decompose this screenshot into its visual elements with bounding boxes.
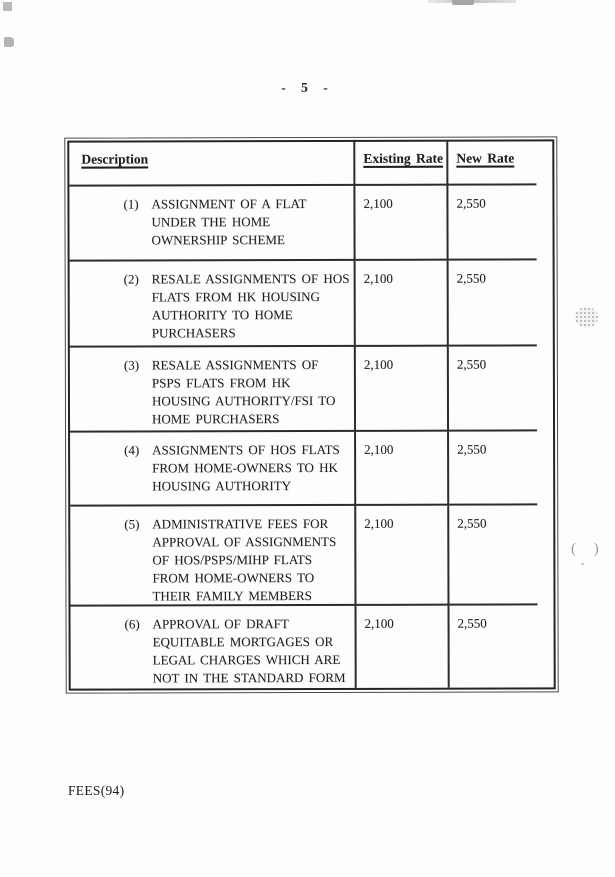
row-number: (2) (123, 271, 139, 287)
new-rate-value: 2,550 (449, 505, 537, 605)
table-row-description (70, 506, 356, 607)
row-description-text: ASSIGNMENTS OF HOS FLATS FROM HOME-OWNERS TO HK HOUSING AUTHORITY (152, 441, 340, 494)
new-rate-value: 2,550 (449, 260, 537, 346)
column-header-new-rate-label: New Rate (456, 150, 515, 166)
table-row-description (71, 606, 357, 689)
fees-table-grid (67, 139, 555, 690)
table-row-description (69, 186, 355, 262)
row-description-text: ADMINISTRATIVE FEES FOR APPROVAL OF ASSIGNMENTS OF HOS/PSPS/MIHP FLATS FROM HOME-OWNERS TO THEIR FAMILY MEMBERS (152, 515, 337, 604)
existing-rate-value: 2,100 (355, 186, 448, 261)
row-description-text: ASSIGNMENT OF A FLAT UNDER THE HOME OWNERSHIP SCHEME (151, 196, 307, 248)
row-number: (1) (123, 196, 139, 212)
new-rate-value: 2,550 (449, 431, 537, 505)
fees-table (64, 136, 558, 693)
existing-rate-value: 2,100 (356, 347, 449, 432)
new-rate-value: 2,550 (448, 185, 536, 260)
row-number: (4) (124, 442, 140, 458)
row-description-text: RESALE ASSIGNMENTS OF HOS FLATS FROM HK HOUSING AUTHORITY TO HOME PURCHASERS (151, 270, 350, 341)
scan-halftone-blob-icon (575, 307, 598, 328)
scan-mark-top-left-icon (3, 2, 12, 11)
row-description-text: RESALE ASSIGNMENTS OF PSPS FLATS FROM HK HOUSING AUTHORITY/FSI TO HOME PURCHASERS (151, 356, 336, 427)
table-row-description (70, 432, 356, 507)
scan-smear-top-right (428, 0, 516, 3)
column-header-existing-rate (355, 142, 448, 186)
existing-rate-value: 2,100 (356, 261, 449, 347)
new-rate-value: 2,550 (457, 615, 487, 631)
scan-speck (581, 563, 584, 565)
scan-paren-mark: ( ) (571, 541, 606, 557)
existing-rate-value: 2,100 (356, 506, 449, 606)
existing-rate-value: 2,100 (356, 432, 449, 506)
scan-mark-left-blob-icon (4, 37, 14, 47)
row-description-text: APPROVAL OF DRAFT EQUITABLE MORTGAGES OR LEGAL CHARGES WHICH ARE NOT IN THE STANDARD FORM (152, 616, 346, 686)
page-number: - 5 - (281, 80, 334, 95)
column-header-description-label: Description (81, 151, 149, 167)
document-reference: FEES(94) (68, 783, 125, 798)
table-row-description (70, 261, 356, 348)
row-number: (6) (124, 616, 140, 632)
row-number: (3) (123, 357, 140, 373)
column-header-description (69, 142, 355, 187)
row-number: (5) (124, 516, 140, 532)
column-header-existing-rate-label: Existing Rate (363, 150, 443, 166)
column-header-new-rate (448, 141, 536, 185)
new-rate-value: 2,550 (449, 346, 537, 431)
table-row-description (70, 347, 356, 433)
existing-rate-value: 2,100 (356, 606, 449, 688)
scan-mark-top-right-icon (452, 0, 474, 5)
